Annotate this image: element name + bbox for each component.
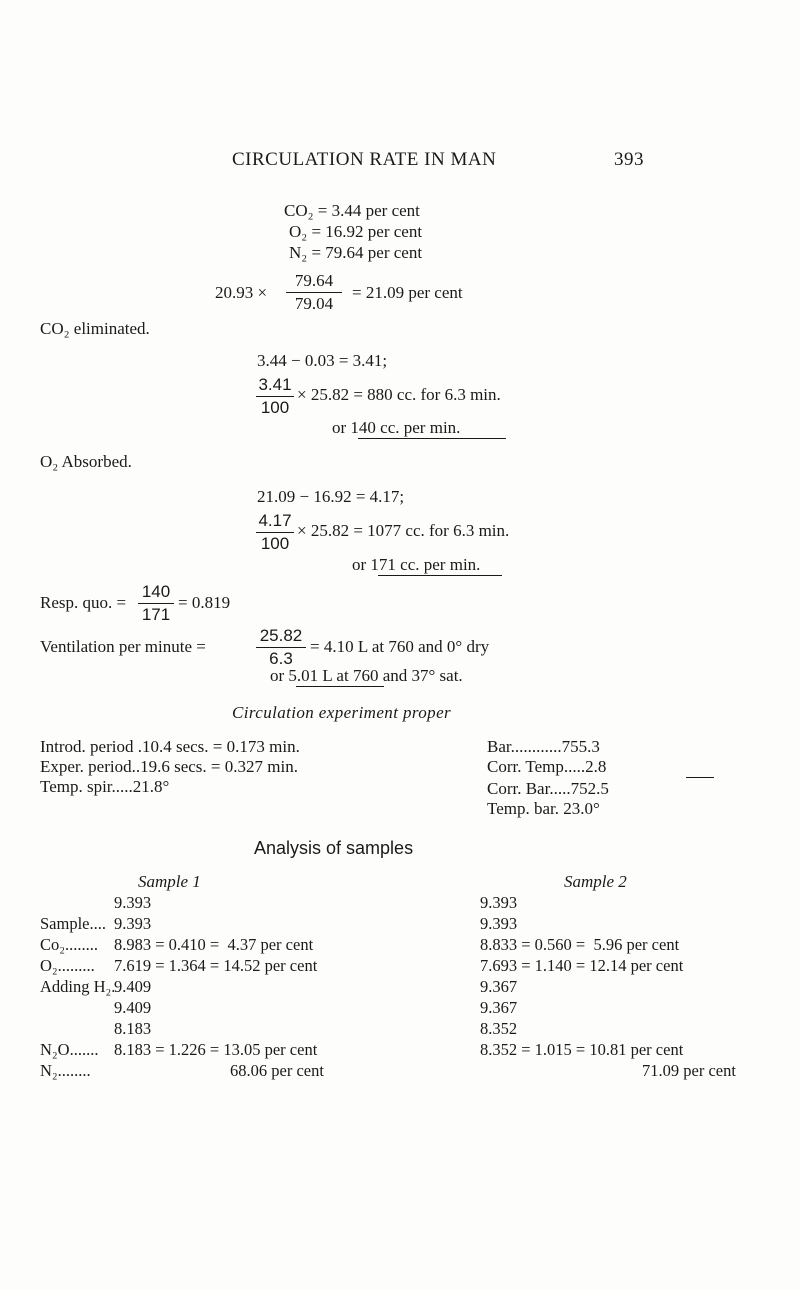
barometer-reading: Bar............755.3: [487, 737, 600, 756]
or-word: or: [270, 666, 289, 685]
sample-2-value: 8.833 = 0.560 = 5.96 per cent: [480, 935, 680, 954]
sample-1-heading: Sample 1: [138, 872, 201, 891]
corrected-barometer: Corr. Bar.....752.5: [487, 779, 609, 798]
fraction-denominator: 6.3: [269, 649, 293, 668]
resp-quo-result: = 0.819: [178, 593, 231, 612]
co2-eliminated-label: CO₂ eliminated.: [40, 319, 150, 338]
co2-eliminated-difference: 3.44 − 0.03 = 3.41;: [257, 351, 388, 370]
o2-correction-result: = 21.09 per cent: [352, 283, 463, 302]
correction-underline: [686, 777, 714, 778]
sample-1-value: 8.183: [114, 1019, 152, 1038]
fraction-numerator: 3.41: [256, 375, 294, 397]
co2-eliminated-rate: [332, 418, 460, 438]
table-row-label: O₂.........: [40, 956, 95, 975]
o2-absorbed-rate: [352, 555, 480, 575]
ventilation-result: = 4.10 L at 760 and 0° dry: [310, 637, 490, 656]
analysis-heading: Analysis of samples: [254, 838, 414, 858]
co2-rate-underline: [358, 438, 506, 439]
o2-correction-fraction: [286, 271, 342, 314]
sample-1-value: 9.393: [114, 914, 152, 933]
sample-2-value: 8.352 = 1.015 = 10.81 per cent: [480, 1040, 684, 1059]
resp-quo-label: Resp. quo. =: [40, 593, 127, 612]
ventilation-saturated-value: 5.01 L at 760 and 37° sat.: [288, 666, 463, 685]
ventilation-underline: [296, 686, 384, 687]
sample-2-value: 9.367: [480, 998, 518, 1017]
o2-absorbed-label: O₂ Absorbed.: [40, 452, 132, 471]
o2-absorbed-volume: × 25.82 = 1077 cc. for 6.3 min.: [297, 521, 510, 540]
temperature-correction: Corr. Temp.....2.8: [487, 757, 607, 776]
ventilation-fraction: [256, 626, 306, 669]
co2-fraction: [256, 375, 294, 418]
o2-correction-factor: 20.93 ×: [215, 283, 268, 302]
sample-2-value: 9.393: [480, 914, 518, 933]
circulation-heading: Circulation experiment proper: [232, 703, 452, 722]
introduction-period: Introd. period .10.4 secs. = 0.173 min.: [40, 737, 300, 756]
sample-1-value: 8.983 = 0.410 = 4.37 per cent: [114, 935, 314, 954]
running-head: CIRCULATION RATE IN MAN: [232, 149, 497, 170]
table-row-label: N₂O.......: [40, 1040, 99, 1059]
resp-quo-fraction: [138, 582, 174, 625]
or-word: or: [352, 555, 371, 574]
o2-percentage: O₂ = 16.92 per cent: [289, 222, 423, 241]
sample-2-value: 7.693 = 1.140 = 12.14 per cent: [480, 956, 684, 975]
or-word: or: [332, 418, 351, 437]
sample-1-value: 9.393: [114, 893, 152, 912]
co2-percentage: CO₂ = 3.44 per cent: [284, 201, 420, 220]
fraction-denominator: 79.04: [294, 294, 334, 313]
fraction-numerator: 79.64: [286, 271, 342, 293]
sample-1-value: 7.619 = 1.364 = 14.52 per cent: [114, 956, 318, 975]
ventilation-saturated: [270, 666, 463, 686]
sample-2-value: 71.09 per cent: [642, 1061, 736, 1080]
fraction-denominator: 171: [141, 605, 171, 624]
sample-2-value: 9.367: [480, 977, 518, 996]
sample-1-value: 9.409: [114, 977, 152, 996]
fraction-numerator: 140: [138, 582, 174, 604]
o2-rate-value: 171 cc. per min.: [370, 555, 481, 574]
sample-1-value: 8.183 = 1.226 = 13.05 per cent: [114, 1040, 318, 1059]
fraction-numerator: 25.82: [256, 626, 306, 648]
sample-1-value: 68.06 per cent: [230, 1061, 324, 1080]
experiment-period: Exper. period..19.6 secs. = 0.327 min.: [40, 757, 298, 776]
table-row-label: Sample....: [40, 914, 106, 933]
fraction-denominator: 100: [260, 534, 290, 553]
table-row-label: Adding H₂.: [40, 977, 116, 996]
table-row-label: Co₂........: [40, 935, 99, 954]
ventilation-label: Ventilation per minute =: [40, 637, 206, 656]
table-row-label: N₂........: [40, 1061, 91, 1080]
sample-2-value: 9.393: [480, 893, 518, 912]
co2-eliminated-volume: × 25.82 = 880 cc. for 6.3 min.: [297, 385, 501, 404]
fraction-denominator: 100: [260, 398, 290, 417]
page-number: 393: [614, 149, 644, 170]
sample-2-value: 8.352: [480, 1019, 518, 1038]
o2-absorbed-difference: 21.09 − 16.92 = 4.17;: [257, 487, 405, 506]
spirometer-temperature: Temp. spir.....21.8°: [40, 777, 170, 796]
n2-percentage: N₂ = 79.64 per cent: [289, 243, 423, 262]
sample-1-value: 9.409: [114, 998, 152, 1017]
o2-fraction: [256, 511, 294, 554]
co2-rate-value: 140 cc. per min.: [350, 418, 461, 437]
fraction-numerator: 4.17: [256, 511, 294, 533]
barometer-temperature: Temp. bar. 23.0°: [487, 799, 600, 818]
sample-2-heading: Sample 2: [564, 872, 627, 891]
o2-rate-underline: [378, 575, 502, 576]
